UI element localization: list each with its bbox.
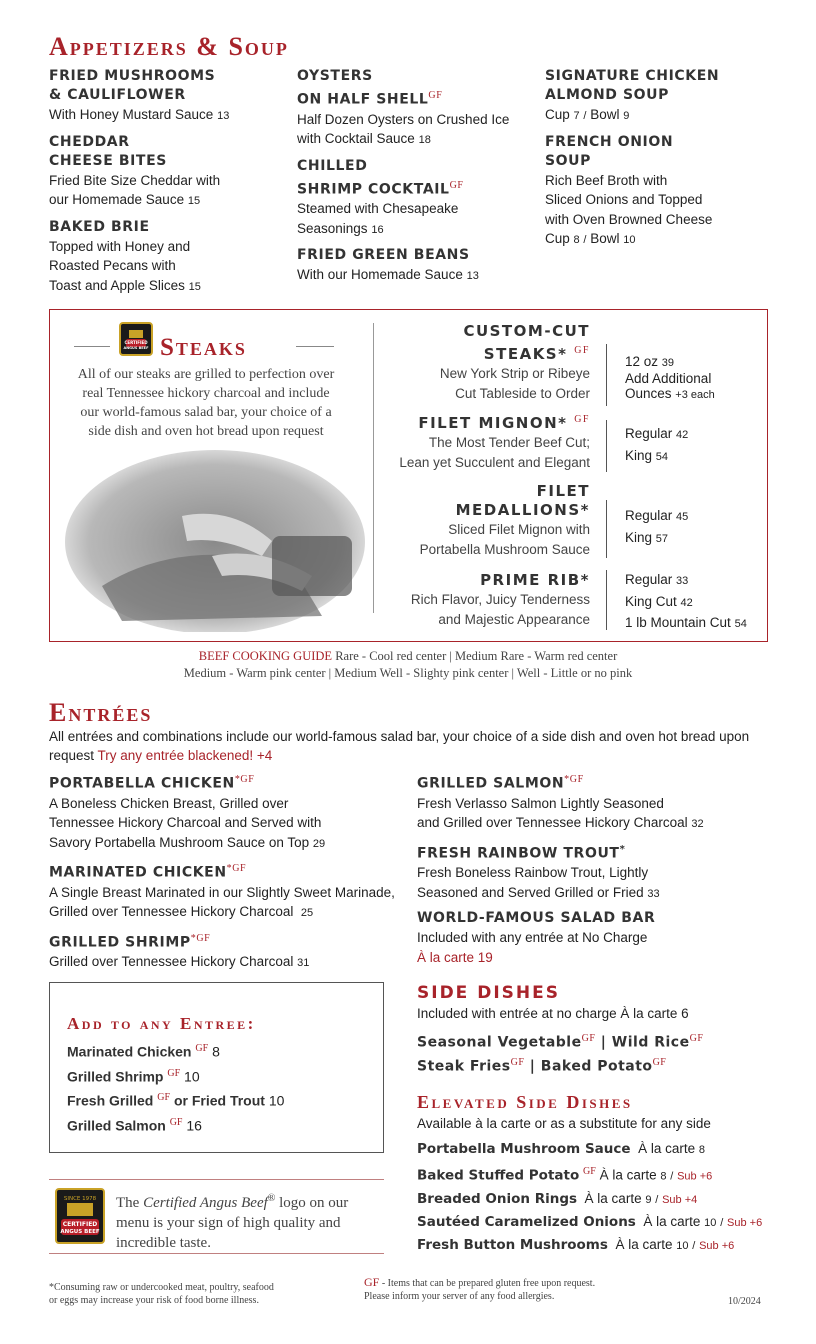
item-desc: Topped with Honey and Roasted Pecans with Toast and Apple Slices 15 — [49, 238, 201, 293]
footer-warning: *Consuming raw or undercooked meat, poultry, seafood or eggs may increase your risk of food borne illness. — [49, 1282, 274, 1306]
cab-note-top-rule — [49, 1179, 384, 1180]
footer-gf-note: GF - Items that can be prepared gluten free upon request. Please inform your server of any food allergies. — [364, 1275, 596, 1302]
entrees-title: Entrées — [49, 698, 153, 727]
menu-item — [297, 67, 537, 151]
menu-item — [297, 246, 537, 287]
gf-mark: *GF — [190, 932, 211, 944]
elevated-item: Fresh Button Mushrooms À la carte 10 / Sub +6 — [417, 1236, 735, 1253]
steaks-intro: All of our steaks are grilled to perfection over real Tennessee hickory charcoal and include our world-famous salad bar, your choice of a side dish and oven hot bread upon request — [77, 367, 335, 439]
add-on-title: Add to any Entree: — [67, 1014, 256, 1033]
add-on-item: Grilled Salmon $^{GF}$ 16 — [67, 1116, 202, 1134]
gf-mark: *GF — [226, 863, 247, 875]
cooking-guide-label: BEEF COOKING GUIDE — [198, 649, 333, 663]
item-name: CHILLED SHRIMP $COCKTAIL^{GF}$ — [297, 157, 464, 198]
blackened-note: Try any entrée blackened! +4 — [97, 748, 273, 763]
item-name: FRENCH ONION SOUP — [545, 133, 674, 169]
menu-item — [545, 67, 795, 127]
steak-item-prime-rib — [376, 571, 590, 629]
gf-mark: *GF — [234, 774, 255, 785]
cow-icon — [121, 324, 151, 354]
item-desc: A Single Breast Marinated in our Slightly Sweet Marinade, Grilled over Tennessee Hickory Charcoal 25 — [49, 884, 395, 920]
svg-text:ANGUS BEEF: ANGUS BEEF — [60, 1229, 100, 1235]
steaks-divider-right — [296, 346, 334, 347]
item-name: FRIED MUSHROOMS & CAULIFLOWER — [49, 68, 216, 103]
item-desc: Rich Beef Broth with Sliced Onions and Topped with Oven Browned Cheese Cup 8 / Bowl 10 — [545, 172, 713, 246]
item-name: FILET MIGNON* $^{GF}$ — [418, 414, 590, 432]
item-name: FILET MEDALLIONS* — [455, 482, 590, 519]
steak-prices-prime-rib: Regular 33 King Cut 42 1 lb Mountain Cut 54 — [606, 570, 762, 630]
menu-item — [49, 859, 409, 924]
item-desc: With Honey Mustard Sauce 13 — [49, 107, 230, 122]
elevated-note: Available à la carte or as a substitute for any side — [417, 1116, 711, 1131]
steak-item-filet-mignon — [376, 410, 590, 472]
item-name: PRIME RIB* — [480, 571, 590, 589]
menu-item — [49, 770, 409, 854]
add-on-item: Marinated Chicken $^{GF}$ 8 — [67, 1043, 220, 1060]
item-desc: Cup 7 / Bowl 9 — [545, 107, 630, 122]
elevated-title: Elevated Side Dishes — [417, 1092, 633, 1112]
item-price: 16 — [371, 223, 384, 236]
cooking-guide: BEEF COOKING GUIDE Rare - Cool red center | Medium Rare - Warm red center Medium - Warm pink center | Medium Well - Slighty pink center | Well - Little or no pink — [183, 649, 633, 680]
svg-text:ANGUS BEEF: ANGUS BEEF — [123, 346, 149, 350]
item-name: CHEDDAR CHEESE BITES — [49, 133, 167, 169]
footer-date: 10/2024 — [728, 1296, 761, 1307]
elevated-item: Baked Stuffed Potato $^{GF}$ À la carte 8 / Sub +6 — [417, 1166, 713, 1184]
item-name: GRILLED $SHRIMP^{*GF}$ — [49, 932, 211, 951]
svg-text:CERTIFIED: CERTIFIED — [62, 1221, 98, 1228]
menu-item — [49, 218, 289, 298]
item-name: FRIED GREEN BEANS — [297, 247, 470, 264]
item-name: CUSTOM-CUT STEAKS* $^{GF}$ — [463, 322, 590, 363]
cab-note-text: The Certified Angus Beef® logo on our menu is your sign of high quality and incredible taste. — [116, 1193, 349, 1251]
entrees-intro: All entrées and combinations include our world-famous salad bar, your choice of a side dish and oven hot bread upon request Try any entrée blackened! +4 — [49, 729, 750, 763]
steaks-vertical-divider — [373, 323, 374, 613]
menu-item — [417, 909, 777, 967]
steak-prices-filet-medallions: Regular 45 King 57 — [606, 500, 756, 558]
item-desc: Fresh Verlasso Salmon Lightly Seasoned and Grilled over Tennessee Hickory Charcoal 32 — [417, 795, 704, 831]
salad-bar-alacarte: À la carte 19 — [417, 949, 493, 965]
entrees-right — [417, 770, 777, 967]
item-name: BAKED BRIE — [49, 218, 150, 235]
item-name: OYSTERS ON HALF $SHELL^{GF}$ — [297, 68, 443, 108]
item-desc: Steamed with Chesapeake Seasonings 16 — [297, 201, 459, 236]
item-price: 15 — [188, 280, 201, 293]
item-desc: Fried Bite Size Cheddar with our Homemade Sauce 15 — [49, 172, 221, 207]
steaks-title: Steaks — [160, 334, 247, 361]
add-on-item: Fresh Grilled $^{GF}$ or Fried Trout 10 — [67, 1092, 285, 1109]
steak-item-filet-medallions — [376, 482, 590, 559]
item-name: SIGNATURE CHICKEN ALMOND SOUP — [545, 68, 720, 103]
elevated-item: Portabella Mushroom Sauce À la carte 8 — [417, 1141, 705, 1157]
elevated-list — [417, 1138, 787, 1257]
item-desc: Half Dozen Oysters on Crushed Ice with Cocktail Sauce 18 — [297, 111, 510, 147]
item-desc: Included with any entrée at No Charge À la carte 19 — [417, 930, 648, 965]
svg-text:SINCE 1978: SINCE 1978 — [63, 1196, 97, 1202]
add-on-list — [67, 1038, 367, 1137]
item-price: 13 — [217, 110, 230, 122]
appetizers-col-1 — [49, 67, 289, 297]
item-price: 13 — [466, 270, 479, 283]
item-name: GRILLED $SALMON^{*GF}$ — [417, 774, 584, 792]
steak-prices-filet-mignon: Regular 42 King 54 — [606, 420, 756, 472]
side-dishes-title: SIDE DISHES — [417, 983, 560, 1003]
item-name: PORTABELLA $CHICKEN^{*GF}$ — [49, 774, 255, 792]
item-desc: Fresh Boneless Rainbow Trout, Lightly Seasoned and Served Grilled or Fried 33 — [417, 865, 660, 900]
entrees-left — [49, 770, 409, 974]
menu-item — [417, 770, 777, 835]
appetizers-title: Appetizers & Soup — [49, 32, 289, 61]
item-name: MARINATED $CHICKEN^{*GF}$ — [49, 863, 247, 881]
elevated-item: Breaded Onion Rings À la carte 9 / Sub +4 — [417, 1190, 698, 1207]
item-name: WORLD-FAMOUS SALAD BAR — [417, 910, 656, 927]
item-desc: Rich Flavor, Juicy Tenderness and Majestic Appearance — [410, 592, 590, 627]
menu-item — [297, 157, 537, 241]
appetizers-col-2 — [297, 67, 537, 287]
item-desc: A Boneless Chicken Breast, Grilled over Tennessee Hickory Charcoal and Served with Savory Portabella Mushroom Sauce on Top 29 — [49, 795, 326, 850]
appetizers-col-3 — [545, 67, 795, 251]
add-on-item: Grilled Shrimp $^{GF}$ 10 — [67, 1067, 200, 1085]
menu-item — [49, 133, 289, 212]
side-dishes-list — [417, 1029, 777, 1076]
item-price: 18 — [418, 134, 431, 147]
side-dishes-note: Included with entrée at no charge À la carte 6 — [417, 1006, 689, 1021]
gf-mark: GF — [574, 345, 590, 356]
steak-item-custom-cut — [376, 322, 590, 403]
menu-item — [545, 133, 795, 251]
steak-prices-custom-cut: 12 oz 39 Add Additional Ounces +3 each — [606, 344, 756, 406]
menu-item — [49, 67, 289, 127]
elevated-item: Sautéed Caramelized Onions À la carte 10 / Sub +6 — [417, 1213, 763, 1230]
cab-badge-icon — [119, 322, 153, 356]
item-desc: With our Homemade Sauce 13 — [297, 267, 479, 283]
item-price: 15 — [187, 195, 201, 207]
item-desc: The Most Tender Beef Cut; Lean yet Succulent and Elegant — [399, 435, 590, 470]
steaks-divider-left — [74, 346, 110, 347]
cab-note-bottom-rule — [49, 1253, 384, 1254]
menu-item — [417, 840, 777, 905]
gf-mark: GF — [574, 414, 590, 425]
gf-mark: GF — [428, 90, 443, 101]
cab-logo-icon — [55, 1188, 105, 1244]
menu-item — [49, 929, 409, 974]
item-name: FRESH RAINBOW TROUT* — [417, 843, 626, 862]
gf-mark: GF — [449, 179, 464, 191]
item-desc: New York Strip or Ribeye Cut Tableside to Order — [439, 366, 590, 401]
side-dish-row: Seasonal Vegetable$^{GF}$ | Wild Rice$^{GF}$ — [417, 1033, 704, 1051]
gf-mark: *GF — [564, 774, 584, 785]
item-desc: Grilled over Tennessee Hickory Charcoal 31 — [49, 954, 310, 970]
side-dish-row: Steak Fries$^{GF}$ | Baked Potato$^{GF}$ — [417, 1056, 667, 1075]
item-desc: Sliced Filet Mignon with Portabella Mushroom Sauce — [419, 522, 590, 557]
steak-photo — [62, 446, 368, 632]
svg-text:CERTIFIED: CERTIFIED — [124, 340, 148, 345]
